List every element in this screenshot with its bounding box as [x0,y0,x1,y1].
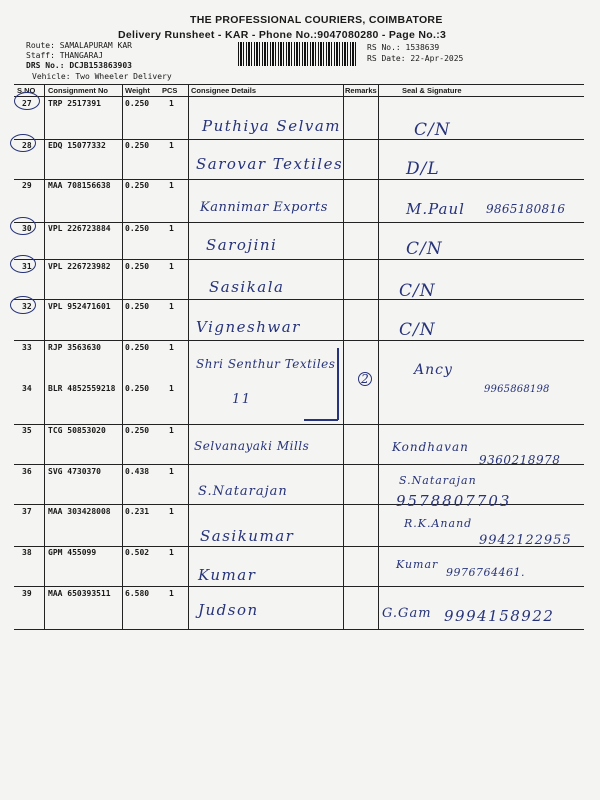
rs-number: RS No.: 1538639 [367,43,440,52]
row-sno: 29 [22,181,32,190]
row-consignment: TRP 2517391 [48,99,101,108]
row-consignment: BLR 4852559218 [48,384,116,393]
row-sno: 30 [22,224,32,233]
row-consignment: VPL 952471601 [48,302,111,311]
row-consignee: Selvanayaki Mills [194,439,310,453]
row-seal: C/N [399,281,436,301]
row-consignee: Sasikumar [200,527,295,545]
col-header-weight: Weight [125,86,150,95]
row-sno: 37 [22,507,32,516]
row-consignment: VPL 226723982 [48,262,111,271]
row-seal: D/L [406,159,440,179]
row-consignee: Kumar [198,566,257,584]
pen-circle-mark [10,296,36,314]
row-phone: 9976764461. [446,566,525,579]
row-pcs: 1 [169,224,174,233]
row-pcs: 1 [169,589,174,598]
row-consignment: EDQ 15077332 [48,141,106,150]
row-consignment: TCG 50853020 [48,426,106,435]
barcode [238,42,358,66]
document-title: THE PROFESSIONAL COURIERS, COIMBATORE [190,14,443,26]
row-consignee: Shri Senthur Textiles [196,357,336,371]
pen-circle-mark [10,134,36,152]
row-weight: 0.250 [125,426,150,435]
row-pcs: 1 [169,181,174,190]
annotation-circle: 2 [358,372,372,386]
row-pcs: 1 [169,384,174,393]
row-seal: C/N [414,120,451,140]
row-weight: 0.231 [125,507,150,516]
row-pcs: 1 [169,343,174,352]
row-consignment: VPL 226723884 [48,224,111,233]
row-consignee: Vigneshwar [196,318,301,336]
runsheet-table [14,84,584,630]
row-weight: 0.438 [125,467,150,476]
row-weight: 0.250 [125,141,150,150]
row-weight: 0.250 [125,181,150,190]
row-pcs: 1 [169,426,174,435]
row-pcs: 1 [169,141,174,150]
row-phone: 9994158922 [444,607,555,625]
row-sno: 38 [22,548,32,557]
rs-date: RS Date: 22-Apr-2025 [367,54,464,63]
row-phone: 9942122955 [479,533,572,548]
row-consignee: Kannimar Exports [200,200,328,215]
row-pcs: 1 [169,262,174,271]
row-consignee: Sasikala [209,278,285,296]
row-seal: S.Natarajan [399,474,477,487]
row-sno: 36 [22,467,32,476]
pen-stroke-mark [304,419,338,421]
row-consignment: RJP 3563630 [48,343,101,352]
row-weight: 0.250 [125,343,150,352]
row-consignee: Sarojini [206,236,278,254]
col-header-sno: S.NO [17,86,36,95]
row-consignment: MAA 303428008 [48,507,111,516]
row-sno: 35 [22,426,32,435]
row-sno: 33 [22,343,32,352]
row-consignee: S.Natarajan [198,484,288,499]
pen-circle-mark [10,255,36,273]
row-consignment: SVG 4730370 [48,467,101,476]
col-header-seal: Seal & Signature [402,86,462,95]
row-weight: 6.580 [125,589,150,598]
row-sno: 28 [22,141,32,150]
row-pcs: 1 [169,99,174,108]
drs-number: DRS No.: DCJB153863903 [26,61,132,70]
row-seal: Kumar [396,558,439,571]
row-phone: 9578807703 [396,492,512,510]
row-seal: C/N [406,239,443,259]
row-consignee: 11 [232,392,252,407]
pen-circle-mark [10,217,36,235]
row-weight: 0.250 [125,99,150,108]
staff-label: Staff: THANGARAJ [26,51,104,60]
pen-circle-mark [14,92,40,110]
row-weight: 0.502 [125,548,150,557]
row-pcs: 1 [169,548,174,557]
row-seal: G.Gam [382,606,432,621]
row-phone: 9865180816 [486,202,566,216]
row-consignee: Judson [198,601,259,619]
pen-stroke-mark [337,348,339,420]
row-seal: Ancy [414,362,453,378]
col-header-consignment: Consignment No [48,86,108,95]
row-consignee: Puthiya Selvam [202,117,342,135]
row-weight: 0.250 [125,384,150,393]
row-seal: M.Paul [406,200,465,218]
row-phone: 9360218978 [479,453,561,467]
row-weight: 0.250 [125,262,150,271]
document-subtitle: Delivery Runsheet - KAR - Phone No.:9047080280 - Page No.:3 [118,29,447,41]
col-header-remarks: Remarks [345,86,377,95]
row-consignment: MAA 650393511 [48,589,111,598]
col-header-consignee: Consignee Details [191,86,257,95]
row-sno: 34 [22,384,32,393]
row-sno: 39 [22,589,32,598]
row-sno: 31 [22,262,32,271]
row-consignment: MAA 708156638 [48,181,111,190]
row-seal: Kondhavan [392,440,469,454]
row-pcs: 1 [169,467,174,476]
row-sno: 32 [22,302,32,311]
row-seal: R.K.Anand [404,517,473,530]
col-header-pcs: PCS [162,86,178,95]
vehicle-label: Vehicle: Two Wheeler Delivery [32,72,172,81]
row-pcs: 1 [169,302,174,311]
row-seal: C/N [399,320,436,340]
row-weight: 0.250 [125,224,150,233]
row-sno: 27 [22,99,32,108]
row-pcs: 1 [169,507,174,516]
row-consignment: GPM 455099 [48,548,97,557]
row-consignee: Sarovar Textiles [196,155,344,173]
route-label: Route: SAMALAPURAM KAR [26,41,132,50]
row-weight: 0.250 [125,302,150,311]
row-phone: 9965868198 [484,384,550,395]
